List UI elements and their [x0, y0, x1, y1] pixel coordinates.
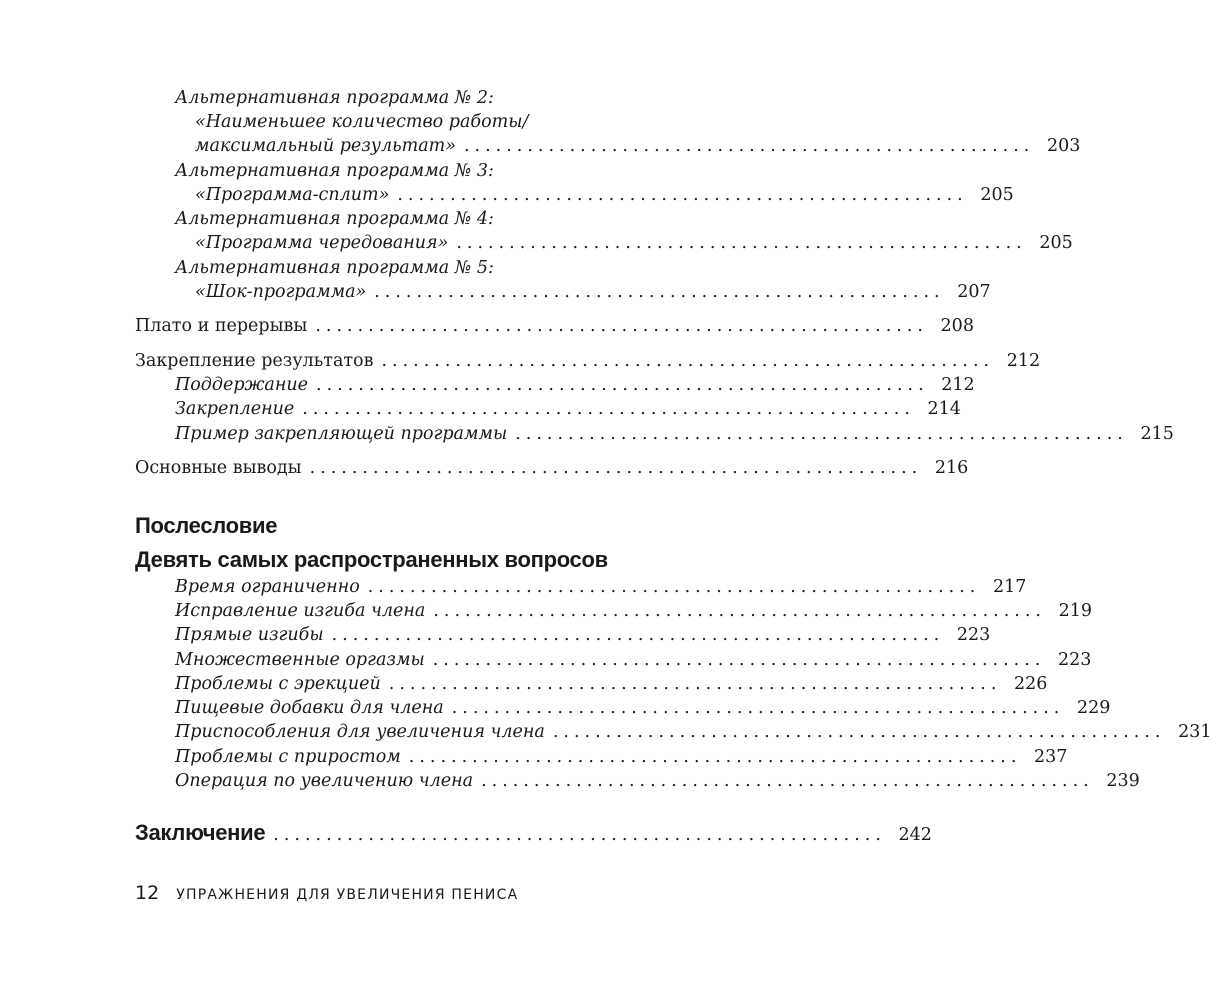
- section-heading-afterword[interactable]: Послесловие: [135, 513, 278, 538]
- toc-page-number: 216: [934, 458, 969, 478]
- toc-entry-title: Закрепление результатов: [135, 351, 374, 371]
- dot-leader: ..........................................................: [315, 316, 928, 336]
- toc-entry-fixing[interactable]: [175, 397, 961, 421]
- toc-page-number: 226: [1014, 674, 1048, 694]
- dot-leader: ..........................................................: [331, 625, 945, 645]
- toc-entry-title: максимальный результат»: [195, 136, 456, 156]
- toc-entry-title: Исправление изгиба члена: [175, 601, 426, 621]
- toc-entry-title: Пищевые добавки для члена: [175, 698, 444, 718]
- dot-leader: ......................................................: [397, 185, 968, 205]
- toc-page-number: 223: [1057, 650, 1092, 670]
- toc-page-number: 207: [957, 282, 991, 302]
- dot-leader: ..........................................................: [552, 722, 1166, 742]
- toc-entry-title: Множественные оргазмы: [175, 650, 425, 670]
- toc-page-number: 217: [992, 577, 1027, 597]
- toc-entry-title: Заключение: [135, 820, 266, 845]
- dot-leader: ..........................................................: [273, 825, 886, 845]
- toc-entry-title: Альтернативная программа № 4:: [175, 209, 494, 229]
- dot-leader: ..........................................................: [302, 399, 915, 419]
- toc-page-number: 212: [1006, 351, 1041, 371]
- dot-leader: ..........................................................: [451, 698, 1065, 718]
- toc-page-number: 223: [956, 625, 991, 645]
- toc-entry-title: Альтернативная программа № 2:: [175, 88, 494, 108]
- toc-page-number: 231: [1178, 722, 1211, 742]
- toc-page-number: 208: [940, 316, 974, 336]
- toc-entry-consolidation[interactable]: [135, 349, 1041, 373]
- toc-entry-faq-3[interactable]: [175, 623, 991, 647]
- dot-leader: ..........................................................: [367, 577, 981, 597]
- toc-entry-title: Альтернативная программа № 5:: [175, 258, 494, 278]
- section-heading-faq[interactable]: Девять самых распространенных вопросов: [135, 547, 608, 572]
- toc-entry-title: Операция по увеличению члена: [175, 771, 474, 791]
- dot-leader: ..........................................................: [433, 601, 1046, 621]
- toc-entry-maintenance[interactable]: [175, 373, 975, 397]
- toc-entry-faq-9[interactable]: [175, 769, 1140, 793]
- toc-page-number: 237: [1034, 747, 1068, 767]
- page-footer: [135, 881, 518, 907]
- dot-leader: ..........................................................: [515, 424, 1128, 444]
- toc-page-number: 205: [1039, 233, 1073, 253]
- toc-entry-alt-program-4[interactable]: [175, 207, 1073, 255]
- toc-entry-alt-program-3[interactable]: [175, 159, 1014, 207]
- footer-page-number: 12: [135, 882, 160, 904]
- toc-page-number: 203: [1046, 136, 1081, 156]
- toc-page-number: 215: [1140, 424, 1174, 444]
- toc-entry-faq-6[interactable]: [175, 696, 1111, 720]
- toc-entry-title: Основные выводы: [135, 458, 302, 478]
- toc-entry-conclusion[interactable]: [135, 820, 932, 849]
- toc-entry-title: Проблемы с эрекцией: [175, 674, 381, 694]
- toc-page-number: 229: [1076, 698, 1111, 718]
- toc-entry-faq-7[interactable]: [175, 720, 1211, 744]
- toc-entry-title: Проблемы с приростом: [175, 747, 401, 767]
- dot-leader: ..........................................................: [388, 674, 1002, 694]
- toc-entry-title: Время ограниченно: [175, 577, 360, 597]
- toc-entry-title: Приспособления для увеличения члена: [175, 722, 545, 742]
- dot-leader: ..........................................................: [309, 458, 923, 478]
- toc-entry-faq-1[interactable]: [175, 575, 1027, 599]
- toc-entry-faq-4[interactable]: [175, 648, 1092, 672]
- dot-leader: ..........................................................: [408, 747, 1022, 767]
- dot-leader: ..........................................................: [481, 771, 1094, 791]
- toc-page-number: 219: [1058, 601, 1092, 621]
- toc-entry-title: «Программа чередования»: [195, 233, 449, 253]
- toc-entry-title: Пример закрепляющей программы: [175, 424, 508, 444]
- toc-entry-title: «Программа-сплит»: [195, 185, 390, 205]
- toc-entry-conclusions[interactable]: [135, 456, 969, 480]
- dot-leader: ......................................................: [456, 233, 1027, 253]
- toc-page-number: 242: [898, 825, 932, 845]
- dot-leader: ......................................................: [463, 136, 1035, 156]
- toc-entry-title: Прямые изгибы: [175, 625, 324, 645]
- toc-entry-title: Закрепление: [175, 399, 295, 419]
- toc-entry-title: «Шок-программа»: [195, 282, 367, 302]
- toc-entry-title: Альтернативная программа № 3:: [175, 161, 494, 181]
- toc-entry-title: Плато и перерывы: [135, 316, 308, 336]
- toc-page-number: 239: [1106, 771, 1140, 791]
- toc-page-number: 212: [941, 375, 975, 395]
- toc-page-number: 205: [980, 185, 1014, 205]
- dot-leader: ..........................................................: [381, 351, 995, 371]
- toc-entry-sample-program[interactable]: [175, 422, 1174, 446]
- toc-entry-alt-program-2[interactable]: [175, 86, 1081, 158]
- dot-leader: ..........................................................: [316, 375, 929, 395]
- toc-entry-faq-8[interactable]: [175, 745, 1068, 769]
- toc-entry-title: «Наименьшее количество работы/: [195, 112, 529, 132]
- toc-entry-title: Поддержание: [175, 375, 309, 395]
- toc-entry-faq-5[interactable]: [175, 672, 1048, 696]
- toc-page-number: 214: [927, 399, 961, 419]
- footer-running-title: УПРАЖНЕНИЯ ДЛЯ УВЕЛИЧЕНИЯ ПЕНИСА: [176, 887, 519, 903]
- dot-leader: ..........................................................: [432, 650, 1046, 670]
- toc-entry-plateau[interactable]: [135, 314, 974, 338]
- dot-leader: ......................................................: [374, 282, 945, 302]
- toc-entry-faq-2[interactable]: [175, 599, 1092, 623]
- toc-entry-alt-program-5[interactable]: [175, 256, 991, 304]
